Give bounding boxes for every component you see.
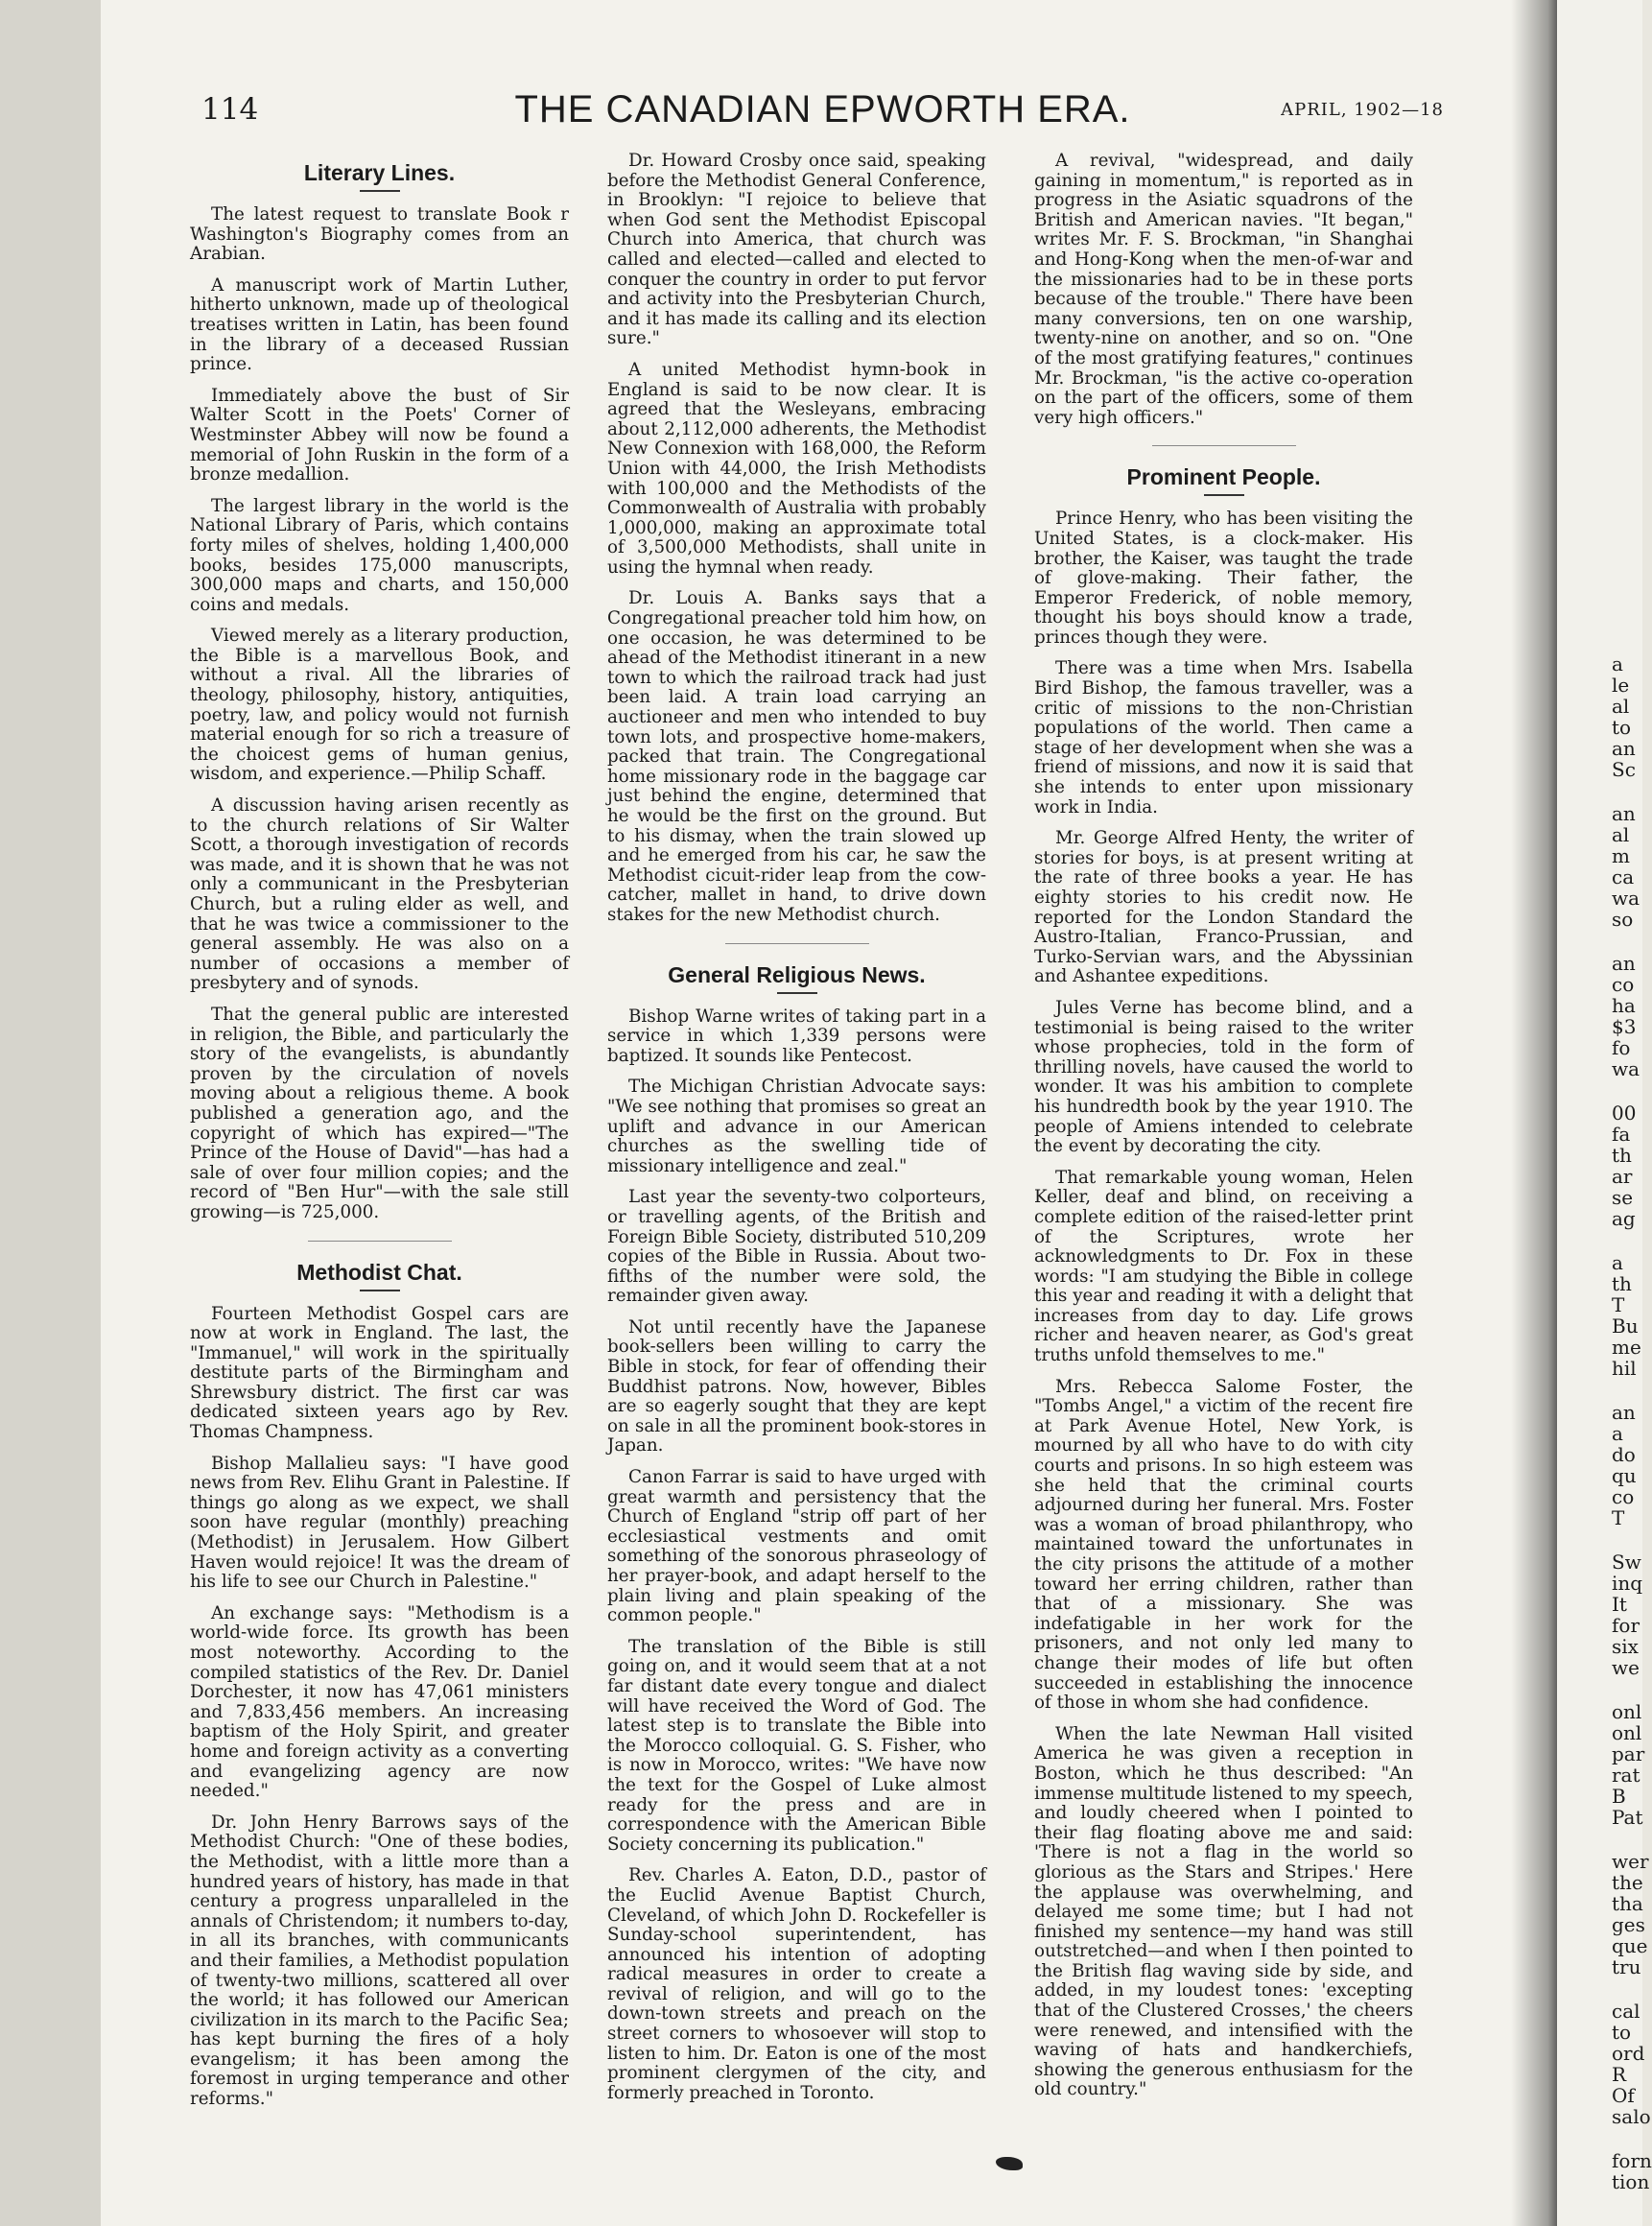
- edge-text-fragment: ges: [1612, 1913, 1645, 1936]
- edge-text-fragment: qu: [1612, 1464, 1637, 1487]
- paragraph: Mrs. Rebecca Salome Foster, the "Tombs Angel," a victim of the recent fire at Park Avenue Hotel, New York, is mourned by all who have to do with city courts and prisons. In so high esteem was she held that the criminal courts adjourned during her funeral. Mrs. Foster was a woman of broad philanthropy, who maintained toward the unfortunates in the city prisons the attitude of a mother toward her erring children, rather than that of a missionary. She was indefatigable in her work for the prisoners, and not only led many to change their modes of life but often succeeded in establishing the innocence of those in whom she had confidence.: [1034, 1376, 1413, 1714]
- paragraph: Mr. George Alfred Henty, the writer of stories for boys, is at present writing at the rate of three books a year. He has eighty stories to his credit now. He reported for the London Standard the Austro-Italian, Franco-Prussian, and Turko-Servian wars, and the Abyssinian and Ashantee expeditions.: [1034, 828, 1413, 987]
- heading-rule: [360, 1290, 400, 1291]
- paragraph: Dr. John Henry Barrows says of the Methodist Church: "One of these bodies, the Methodist, with a little more than a hundred years of history, has made in that century a progress unparalleled in the annals of Christendom; it numbers to-day, in all its branches, with communicants and their families, a Methodist population of twenty-two millions, scattered all over the world; it has followed our American civilization in its march to the Pacific Sea; has kept burning the fires of a holy evangelism; it has been among the foremost in urging temperance and other reforms.": [190, 1812, 569, 2110]
- section-heading-general-religious-news: General Religious News.: [668, 961, 926, 987]
- scan-left-margin: [0, 0, 101, 2226]
- edge-text-fragment: an: [1612, 802, 1636, 825]
- edge-text-fragment: cal: [1612, 2000, 1640, 2023]
- edge-text-fragment: que: [1612, 1934, 1648, 1957]
- paragraph: The translation of the Bible is still going on, and it would seem that at a not far distant date every tongue and dialect will have received the Word of God. The latest step is to translate the Bible into the Morocco colloquial. G. S. Fisher, who is now in Morocco, writes: "We have now the text for the Gospel of Luke almost ready for the press and are in correspondence with the American Bible Society concerning its publication.": [607, 1636, 986, 1855]
- section-divider: [725, 943, 869, 944]
- paragraph: The largest library in the world is the National Library of Paris, which contains forty miles of shelves, holding 1,400,000 books, besides 175,000 manuscripts, 300,000 maps and charts, and 150,000 coins and medals.: [190, 495, 569, 615]
- paragraph: A united Methodist hymn-book in England is said to be now clear. It is agreed that the Wesleyans, embracing about 2,112,000 adherents, the Methodist New Connexion with 168,000, the Reform Union with 44,000, the Irish Methodists with 100,000 and the Methodists of the Commonwealth of Australia with probably 1,000,000, making an approximate total of 3,500,000 Methodists, shall unite in using the hymnal when ready.: [607, 359, 986, 578]
- edge-text-fragment: six: [1612, 1635, 1639, 1658]
- edge-text-fragment: an: [1612, 952, 1636, 975]
- paragraph: When the late Newman Hall visited America he was given a reception in Boston, which he thus described: "An immense multitude listened to my speech, and loudly cheered when I pointed to their flag floating above me and said: 'There is not a flag in the world so glorious as the Stars and Stripes.' Here the applause was overwhelming, and delayed me some time; but I had not finished my sentence—my hand was still outstretched—and when I then pointed to the British flag waving side by side, and added, in my loudest tones: 'excepting that of the Clustered Crosses,' the cheers were renewed, and intensified with the waving of hats and handkerchiefs, showing the generous enthusiasm for the old country.": [1034, 1723, 1413, 2100]
- edge-text-fragment: th: [1612, 1272, 1632, 1295]
- edge-text-fragment: tha: [1612, 1892, 1643, 1915]
- edge-text-fragment: forn: [1612, 2149, 1652, 2172]
- section-heading-literary-lines: Literary Lines.: [303, 160, 456, 185]
- edge-text-fragment: to: [1612, 2021, 1632, 2044]
- edge-text-fragment: th: [1612, 1144, 1632, 1167]
- edge-text-fragment: onl: [1612, 1700, 1642, 1723]
- heading-rule: [777, 992, 817, 994]
- issue-date: APRIL, 1902—18: [1281, 100, 1444, 120]
- edge-text-fragment: so: [1612, 908, 1634, 931]
- masthead-title: THE CANADIAN EPWORTH ERA.: [514, 88, 1131, 130]
- paragraph: Canon Farrar is said to have urged with great warmth and persistency that the Church of England "strip off part of her ecclesiastical vestments and omit something of the sonorous phraseology of her prayer-book, and adapt herself to the plain living and plain speaking of the common people.": [607, 1467, 986, 1626]
- edge-text-fragment: a: [1612, 1422, 1623, 1445]
- edge-text-fragment: we: [1612, 1656, 1640, 1679]
- edge-text-fragment: Bu: [1612, 1314, 1639, 1338]
- edge-text-fragment: Sw: [1612, 1551, 1641, 1574]
- paragraph: Bishop Warne writes of taking part in a service in which 1,339 persons were baptized. It sounds like Pentecost.: [607, 1006, 986, 1066]
- edge-text-fragment: B: [1612, 1785, 1626, 1808]
- page-number: 114: [201, 92, 259, 127]
- paragraph: A manuscript work of Martin Luther, hitherto unknown, made up of theological treatises written in Latin, has been found in the library of a deceased Russian prince.: [190, 274, 569, 375]
- edge-text-fragment: inq: [1612, 1572, 1643, 1595]
- edge-text-fragment: to: [1612, 716, 1632, 739]
- edge-text-fragment: Pat: [1612, 1806, 1643, 1829]
- binding-shadow: [1511, 0, 1557, 2226]
- section-divider: [1152, 445, 1296, 446]
- edge-text-fragment: al: [1612, 695, 1630, 718]
- edge-text-fragment: fa: [1612, 1123, 1631, 1146]
- edge-text-fragment: wa: [1612, 1057, 1640, 1080]
- edge-text-fragment: se: [1612, 1186, 1634, 1209]
- edge-text-fragment: an: [1612, 737, 1636, 760]
- edge-text-fragment: co: [1612, 973, 1635, 996]
- paragraph: Jules Verne has become blind, and a testimonial is being raised to the writer whose prophecies, told in the form of thrilling novels, have caused the world to wonder. It was his ambition to complete his hundredth book by the year 1910. The people of Amiens intended to celebrate the event by decorating the city.: [1034, 997, 1413, 1157]
- edge-text-fragment: T: [1612, 1506, 1625, 1529]
- paragraph: Not until recently have the Japanese book-sellers been willing to carry the Bible in stock, for fear of offending their Buddhist patrons. Now, however, Bibles are so eagerly sought that they are kept on sale in all the prominent book-stores in Japan.: [607, 1316, 986, 1456]
- section-divider: [308, 1241, 452, 1242]
- edge-text-fragment: ord: [1612, 2042, 1645, 2065]
- paragraph: Viewed merely as a literary production, the Bible is a marvellous Book, and without a rival. All the libraries of theology, philosophy, history, antiquities, poetry, law, and policy would not furnish material enough for so rich a treasure of the choicest gems of human genius, wisdom, and experience.—Philip Schaff.: [190, 626, 569, 785]
- edge-text-fragment: wer: [1612, 1850, 1649, 1873]
- edge-text-fragment: It: [1612, 1593, 1627, 1616]
- paragraph: Immediately above the bust of Sir Walter Scott in the Poets' Corner of Westminster Abbey will now be found a memorial of John Ruskin in the form of a bronze medallion.: [190, 385, 569, 485]
- edge-text-fragment: ha: [1612, 994, 1636, 1017]
- paragraph: That the general public are interested in religion, the Bible, and particularly the story of the evangelists, is abundantly proven by the circulation of novels moving about a religious theme. A book published a generation ago, and the copyright of which has expired—"The Prince of the House of David"—has had a sale of over four million copies; and the record of "Ben Hur"—with the sale still growing—is 725,000.: [190, 1004, 569, 1222]
- heading-rule: [1204, 494, 1244, 496]
- paragraph: The latest request to translate Book r Washington's Biography comes from an Arabian.: [190, 204, 569, 265]
- section-heading-prominent-people: Prominent People.: [1126, 464, 1321, 490]
- paragraph: That remarkable young woman, Helen Keller, deaf and blind, on receiving a complete edition of the raised-letter print of the Scriptures, wrote her acknowledgments to Dr. Fox in these words: "I am studying the Bible in college this year and reading it with a delight that increases from day to day. Life grows richer and heaven nearer, as God's great truths unfold themselves to me.": [1034, 1167, 1413, 1366]
- edge-text-fragment: onl: [1612, 1721, 1642, 1744]
- paragraph: Bishop Mallalieu says: "I have good news from Rev. Elihu Grant in Palestine. If things go along as we expect, we shall soon have regular (monthly) preaching (Methodist) in Jerusalem. How Gilbert Haven would rejoice! It was the dream of his life to see our Church in Palestine.": [190, 1453, 569, 1593]
- edge-text-fragment: al: [1612, 823, 1630, 846]
- paragraph: The Michigan Christian Advocate says: "We see nothing that promises so great an uplift and advance in our American churches as the swelling tide of missionary intelligence and zeal.": [607, 1077, 986, 1176]
- edge-text-fragment: ca: [1612, 865, 1635, 888]
- section-heading-methodist-chat: Methodist Chat.: [296, 1259, 462, 1285]
- paragraph: Dr. Louis A. Banks says that a Congregational preacher told him how, on one occasion, he was determined to be ahead of the Methodist itinerant in a new town to which the railroad track had just been laid. A train load carrying an auctioneer and men who intended to buy town lots, and prospective home-makers, packed that train. The Congregational home missionary rode in the baggage car just behind the engine, determined that he would be the first on the ground. But to his dismay, when the train slowed up and he emerged from his car, he saw the Methodist cicuit-rider leap from the cow-catcher, mallet in hand, to drive down stakes for the new Methodist church.: [607, 588, 986, 925]
- edge-text-fragment: a: [1612, 1251, 1623, 1274]
- edge-text-fragment: rat: [1612, 1764, 1640, 1787]
- edge-text-fragment: ag: [1612, 1207, 1636, 1230]
- page-header: [201, 88, 1444, 134]
- edge-text-fragment: hil: [1612, 1357, 1637, 1380]
- column-1: [190, 152, 569, 2121]
- edge-text-fragment: tru: [1612, 1955, 1641, 1978]
- paragraph: Last year the seventy-two colporteurs, or travelling agents, of the British and Foreign Bible Society, distributed 510,209 copies of the Bible in Russia. About two-fifths of the number were sold, the remainder given away.: [607, 1187, 986, 1307]
- edge-text-fragment: T: [1612, 1293, 1625, 1316]
- edge-text-fragment: a: [1612, 652, 1623, 675]
- paragraph: Fourteen Methodist Gospel cars are now at work in England. The last, the "Immanuel," will work in the spiritually destitute parts of the Birmingham and Shrewsbury district. The first car was dedicated sixteen years ago by Rev. Thomas Champness.: [190, 1303, 569, 1443]
- edge-text-fragment: co: [1612, 1485, 1635, 1508]
- edge-text-fragment: m: [1612, 844, 1630, 867]
- edge-text-fragment: fo: [1612, 1036, 1631, 1059]
- edge-text-fragment: salo: [1612, 2105, 1651, 2128]
- edge-text-fragment: wa: [1612, 887, 1640, 910]
- paragraph: Prince Henry, who has been visiting the United States, is a clock-maker. His brother, the Kaiser, was taught the trade of glove-making. Their father, the Emperor Frederick, of noble memory, thought his boys should know a trade, princes though they were.: [1034, 509, 1413, 648]
- edge-text-fragment: an: [1612, 1401, 1636, 1424]
- paragraph: A revival, "widespread, and daily gaining in momentum," is reported as in progress in the Asiatic squadrons of the British and American navies. "It began," writes Mr. F. S. Brockman, "in Shanghai and Hong-Kong when the men-of-war and the missionaries had to be in these ports because of the trouble." There have been many conversions, ten on one warship, twenty-nine on another, and so on. "One of the most gratifying features," continues Mr. Brockman, "is the active co-operation on the part of the officers, some of them very high officers.": [1034, 151, 1413, 428]
- edge-text-fragment: le: [1612, 674, 1630, 697]
- paragraph: Rev. Charles A. Eaton, D.D., pastor of the Euclid Avenue Baptist Church, Cleveland, of which John D. Rockefeller is Sunday-school superintendent, has announced his intention of adopting radical measures in order to create a revival of religion, and will go to the down-town streets and preach on the street corners to whosoever will stop to listen to him. Dr. Eaton is one of the most prominent clergymen of the city, and formerly preached in Toronto.: [607, 1865, 986, 2103]
- edge-text-fragment: Of: [1612, 2084, 1635, 2107]
- heading-rule: [360, 190, 400, 192]
- edge-text-fragment: tion: [1612, 2170, 1650, 2193]
- edge-text-fragment: $3: [1612, 1015, 1637, 1038]
- edge-text-fragment: R: [1612, 2063, 1627, 2086]
- edge-text-fragment: for: [1612, 1614, 1640, 1637]
- edge-text-fragment: do: [1612, 1443, 1636, 1466]
- paragraph: There was a time when Mrs. Isabella Bird Bishop, the famous traveller, was a critic of missions to the non-Christian populations of the world. Then came a stage of her development when she was a friend of missions, and now it is said that she intends to enter upon missionary work in India.: [1034, 658, 1413, 817]
- edge-text-fragment: Sc: [1612, 758, 1636, 781]
- edge-text-fragment: ar: [1612, 1165, 1633, 1188]
- edge-text-fragment: par: [1612, 1742, 1645, 1765]
- paragraph: A discussion having arisen recently as to the church relations of Sir Walter Scott, a thorough investigation of records was made, and it is shown that he was not only a communicant in the Presbyterian Church, but a ruling elder as well, and that he was twice a commissioner to the general assembly. He was also on a number of occasions a member of presbytery and of synods.: [190, 795, 569, 994]
- column-2: [607, 152, 986, 2115]
- column-3: [1034, 152, 1413, 2112]
- edge-text-fragment: the: [1612, 1871, 1643, 1894]
- edge-text-fragment: 00: [1612, 1101, 1637, 1125]
- paragraph: An exchange says: "Methodism is a world-wide force. Its growth has been most noteworthy. According to the compiled statistics of the Rev. Dr. Daniel Dorchester, it now has 47,061 ministers and 7,833,456 members. An increasing baptism of the Holy Spirit, and greater home and foreign activity as a converting and evangelizing agency are now needed.": [190, 1602, 569, 1802]
- paragraph: Dr. Howard Crosby once said, speaking before the Methodist General Conference, in Brooklyn: "I rejoice to believe that when God sent the Methodist Episcopal Church into America, that church was called and elected—called and elected to conquer the country in order to put fervor and activity into the Presbyterian Church, and it has made its calling and its election sure.": [607, 151, 986, 349]
- edge-text-fragment: me: [1612, 1336, 1641, 1359]
